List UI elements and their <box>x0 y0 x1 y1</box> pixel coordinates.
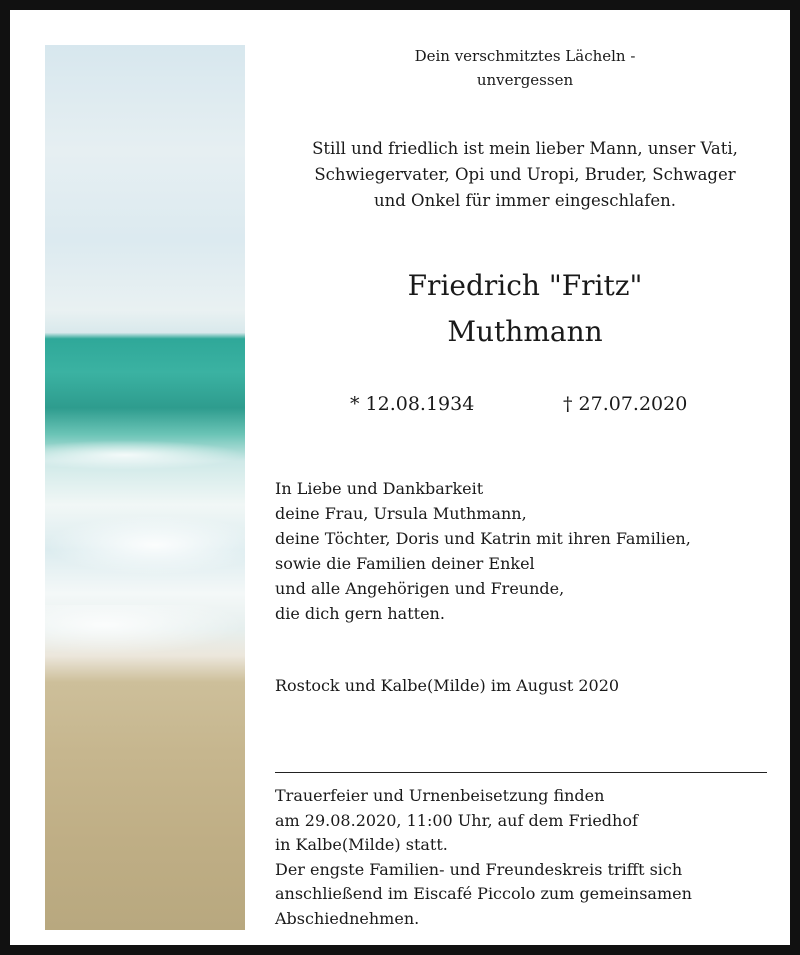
funeral-line: am 29.08.2020, 11:00 Uhr, auf dem Friedhof <box>275 810 638 830</box>
name-line: Muthmann <box>447 315 603 348</box>
intro-line: Schwiegervater, Opi und Uropi, Bruder, Schwager <box>314 165 736 184</box>
mourners-list <box>275 476 785 626</box>
wave-foam <box>45 515 245 575</box>
deceased-name <box>275 263 775 355</box>
mourners-line: und alle Angehörigen und Freunde, <box>275 579 565 598</box>
place-date-line: Rostock und Kalbe(Milde) im August 2020 <box>275 676 620 695</box>
funeral-info <box>275 784 785 931</box>
motto-line: unvergessen <box>476 71 574 89</box>
motto <box>275 44 775 92</box>
mourners-line: deine Frau, Ursula Muthmann, <box>275 504 527 523</box>
birth-date: * 12.08.1934 <box>350 393 475 415</box>
wave-foam <box>45 605 245 655</box>
funeral-line: Trauerfeier und Urnenbeisetzung finden <box>275 786 605 805</box>
funeral-line: Abschiednehmen. <box>275 908 420 928</box>
motto-line: Dein verschmitztes Lächeln - <box>414 47 636 65</box>
divider-line <box>275 772 767 773</box>
mourners-line: sowie die Familien deiner Enkel <box>275 554 535 573</box>
funeral-line: in Kalbe(Milde) statt. <box>275 835 448 854</box>
mourners-line: In Liebe und Dankbarkeit <box>275 479 484 498</box>
beach-sea-photo <box>45 45 245 930</box>
death-date: † 27.07.2020 <box>563 393 688 415</box>
intro-line: Still und friedlich ist mein lieber Mann, unser Vati, <box>312 139 738 158</box>
mourners-line: deine Töchter, Doris und Katrin mit ihren Familien, <box>275 529 691 548</box>
intro-text <box>275 136 775 214</box>
wave-foam <box>45 440 245 470</box>
funeral-line: anschließend im Eiscafé Piccolo zum gemeinsamen <box>275 884 692 903</box>
intro-line: und Onkel für immer eingeschlafen. <box>373 191 677 210</box>
name-line: Friedrich "Fritz" <box>407 269 643 302</box>
mourners-line: die dich gern hatten. <box>275 604 445 623</box>
place-and-date <box>275 673 785 698</box>
funeral-line: Der engste Familien- und Freundeskreis trifft sich <box>275 859 683 879</box>
